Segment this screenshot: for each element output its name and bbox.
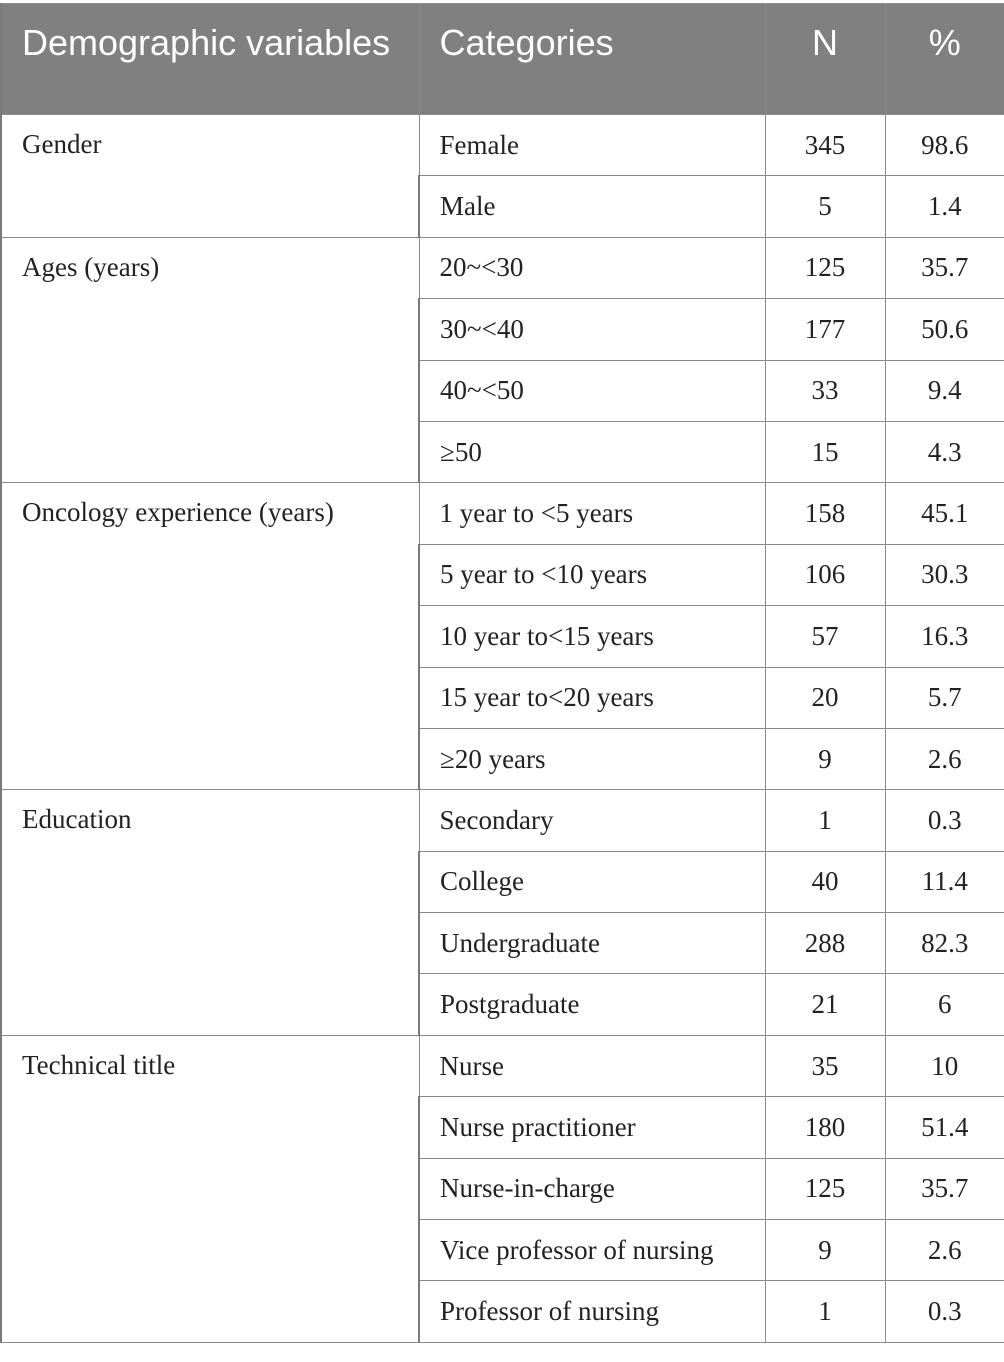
category-cell: Nurse [419,1035,765,1096]
percent-cell: 16.3 [885,606,1004,667]
category-cell: ≥20 years [419,728,765,789]
count-cell: 5 [765,176,885,237]
count-cell: 57 [765,606,885,667]
percent-cell: 98.6 [885,115,1004,176]
percent-cell: 35.7 [885,237,1004,298]
count-cell: 40 [765,851,885,912]
table-body [1,115,1004,1343]
table-row [1,483,1004,544]
count-cell: 1 [765,790,885,851]
percent-cell: 50.6 [885,299,1004,360]
table-row [1,1035,1004,1096]
variable-group-label: Oncology experience (years) [1,483,419,790]
percent-cell: 2.6 [885,728,1004,789]
percent-cell: 45.1 [885,483,1004,544]
percent-cell: 9.4 [885,360,1004,421]
count-cell: 345 [765,115,885,176]
percent-cell: 51.4 [885,1097,1004,1158]
percent-cell: 82.3 [885,913,1004,974]
count-cell: 35 [765,1035,885,1096]
count-cell: 158 [765,483,885,544]
count-cell: 33 [765,360,885,421]
percent-cell: 30.3 [885,544,1004,605]
count-cell: 9 [765,1220,885,1281]
count-cell: 9 [765,728,885,789]
category-cell: Female [419,115,765,176]
percent-cell: 35.7 [885,1158,1004,1219]
count-cell: 106 [765,544,885,605]
variable-group-label: Technical title [1,1035,419,1342]
category-cell: Undergraduate [419,913,765,974]
header-demographic-variables: Demographic variables [1,4,419,115]
header-percent: % [885,4,1004,115]
category-cell: ≥50 [419,421,765,482]
demographics-table [0,3,1004,1343]
percent-cell: 0.3 [885,790,1004,851]
count-cell: 15 [765,421,885,482]
category-cell: 10 year to<15 years [419,606,765,667]
percent-cell: 5.7 [885,667,1004,728]
percent-cell: 2.6 [885,1220,1004,1281]
header-categories: Categories [419,4,765,115]
category-cell: 20~<30 [419,237,765,298]
count-cell: 1 [765,1281,885,1342]
count-cell: 288 [765,913,885,974]
count-cell: 125 [765,1158,885,1219]
percent-cell: 11.4 [885,851,1004,912]
category-cell: 30~<40 [419,299,765,360]
category-cell: Secondary [419,790,765,851]
category-cell: 15 year to<20 years [419,667,765,728]
header-row [1,4,1004,115]
category-cell: 1 year to <5 years [419,483,765,544]
count-cell: 177 [765,299,885,360]
percent-cell: 1.4 [885,176,1004,237]
category-cell: 40~<50 [419,360,765,421]
count-cell: 20 [765,667,885,728]
table-row [1,115,1004,176]
category-cell: 5 year to <10 years [419,544,765,605]
table-header [1,4,1004,115]
count-cell: 125 [765,237,885,298]
category-cell: Professor of nursing [419,1281,765,1342]
category-cell: Nurse-in-charge [419,1158,765,1219]
percent-cell: 6 [885,974,1004,1035]
variable-group-label: Gender [1,115,419,238]
variable-group-label: Education [1,790,419,1036]
table-row [1,790,1004,851]
percent-cell: 4.3 [885,421,1004,482]
category-cell: Nurse practitioner [419,1097,765,1158]
percent-cell: 0.3 [885,1281,1004,1342]
percent-cell: 10 [885,1035,1004,1096]
variable-group-label: Ages (years) [1,237,419,483]
category-cell: College [419,851,765,912]
category-cell: Postgraduate [419,974,765,1035]
category-cell: Male [419,176,765,237]
header-n: N [765,4,885,115]
count-cell: 180 [765,1097,885,1158]
count-cell: 21 [765,974,885,1035]
category-cell: Vice professor of nursing [419,1220,765,1281]
table-row [1,237,1004,298]
